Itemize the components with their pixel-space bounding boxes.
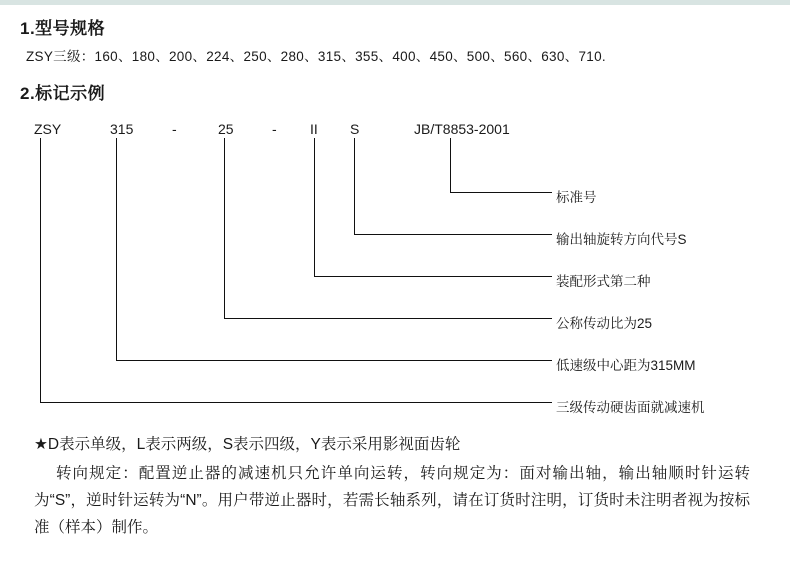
code-token-dash-1: - xyxy=(172,121,177,137)
callout-standard: 标准号 xyxy=(556,190,597,205)
code-token-rotation: S xyxy=(350,121,360,137)
section2-heading: 2.标记示例 xyxy=(20,84,106,103)
leader-arm-rotation xyxy=(354,234,552,235)
code-token-center-distance: 315 xyxy=(110,121,134,137)
note-star-line: ★D表示单级，L表示两级，S表示四级，Y表示采用影视面齿轮 xyxy=(34,436,461,453)
leader-arm-series xyxy=(40,402,552,403)
leader-stem-assembly xyxy=(314,138,315,276)
callout-series: 三级传动硬齿面就减速机 xyxy=(556,400,705,415)
leader-arm-standard xyxy=(450,192,552,193)
leader-arm-assembly xyxy=(314,276,552,277)
callout-rotation: 输出轴旋转方向代号S xyxy=(556,232,687,247)
leader-arm-center-distance xyxy=(116,360,552,361)
code-token-standard: JB/T8853-2001 xyxy=(414,121,510,137)
code-token-dash-2: - xyxy=(272,121,277,137)
callout-ratio: 公称传动比为25 xyxy=(556,316,653,331)
code-token-series: ZSY xyxy=(34,121,62,137)
code-token-assembly: II xyxy=(310,121,318,137)
leader-stem-rotation xyxy=(354,138,355,234)
leader-arm-ratio xyxy=(224,318,552,319)
leader-stem-standard xyxy=(450,138,451,192)
section1-heading: 1.型号规格 xyxy=(20,19,106,38)
section1-spec-line: ZSY三级：160、180、200、224、250、280、315、355、400、450、500、560、630、710. xyxy=(26,49,606,64)
callout-assembly: 装配形式第二种 xyxy=(556,274,651,289)
leader-stem-ratio xyxy=(224,138,225,318)
code-token-ratio: 25 xyxy=(218,121,234,137)
top-divider xyxy=(0,0,790,5)
leader-stem-series xyxy=(40,138,41,402)
leader-stem-center-distance xyxy=(116,138,117,360)
callout-center-distance: 低速级中心距为315MM xyxy=(556,358,696,373)
note-paragraph: 转向规定：配置逆止器的减速机只允许单向运转，转向规定为：面对输出轴，输出轴顺时针运转为“S”，逆时针运转为“N”。用户带逆止器时，若需长轴系列，请在订货时注明，订货时未注明者视为按标准（样本）制作。 xyxy=(34,465,750,536)
